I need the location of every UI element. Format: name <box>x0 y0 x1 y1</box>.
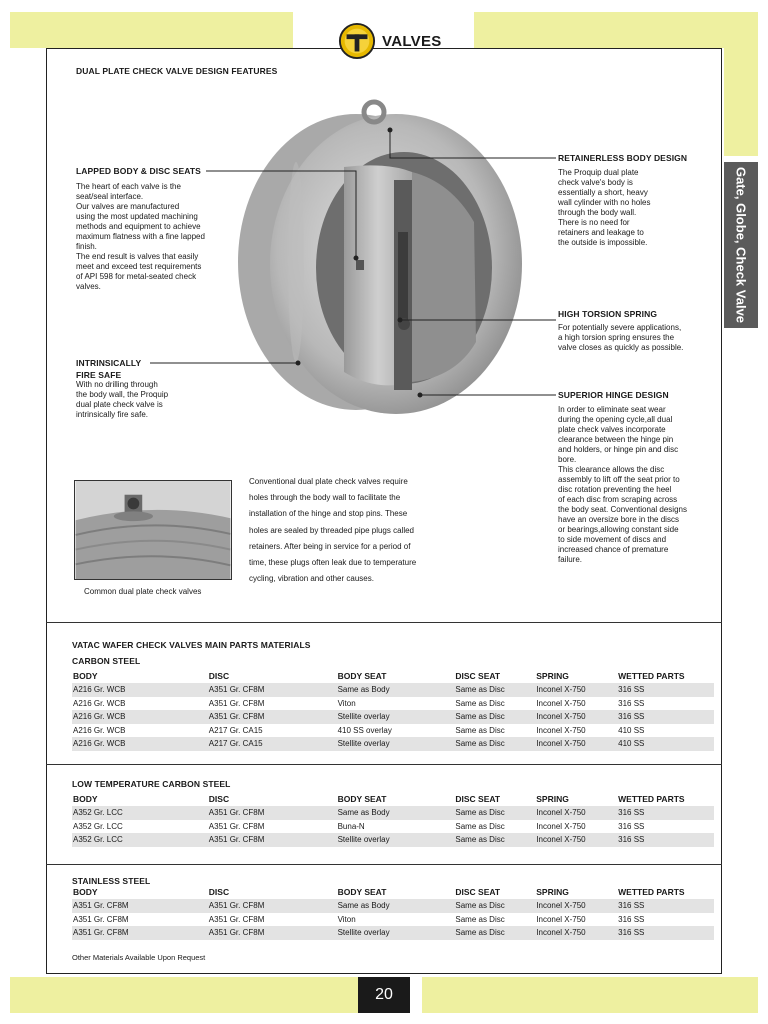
check-valve-illustration <box>236 92 526 418</box>
table-row: A352 Gr. LCC A351 Gr. CF8M Stellite overlay Same as Disc Inconel X-750 316 SS <box>72 833 714 847</box>
carbon-steel-table <box>72 669 714 751</box>
retainer-plug-photo <box>74 480 232 580</box>
materials-footnote: Other Materials Available Upon Request <box>72 953 206 962</box>
torsion-spring-text: For potentially severe applications, a high torsion spring ensures the valve closes as quickly as possible. <box>558 323 684 352</box>
section-divider <box>46 764 722 765</box>
conventional-text: Conventional dual plate check valves require holes through the body wall to facilitate the installation of the hinge and stop pins. These holes are sealed by threaded pipe plugs called retainers. After being in service for a period of time, these plugs often leak due to temperature cycling, vibration and other causes. <box>249 477 417 584</box>
side-category-label: Gate, Globe, Check Valve <box>733 166 749 324</box>
table-row: A352 Gr. LCC A351 Gr. CF8M Buna-N Same as Disc Inconel X-750 316 SS <box>73 821 645 831</box>
brand-logo-icon <box>338 22 376 60</box>
inset-caption: Common dual plate check valves <box>84 587 202 596</box>
brand-header <box>338 18 442 64</box>
fire-safe-heading-2: FIRE SAFE <box>76 370 122 380</box>
low-temp-steel-title: LOW TEMPERATURE CARBON STEEL <box>72 779 231 789</box>
features-title: DUAL PLATE CHECK VALVE DESIGN FEATURES <box>76 66 278 76</box>
table-header: BODY DISC BODY SEAT DISC SEAT SPRING WETTED PARTS <box>73 794 685 804</box>
table-row: A351 Gr. CF8M A351 Gr. CF8M Viton Same as Disc Inconel X-750 316 SS <box>73 914 645 924</box>
torsion-spring-heading: HIGH TORSION SPRING <box>558 309 658 319</box>
side-band <box>724 48 758 156</box>
table-row: A351 Gr. CF8M A351 Gr. CF8M Same as Body Same as Disc Inconel X-750 316 SS <box>72 899 714 913</box>
low-temp-steel-table <box>72 792 714 847</box>
section-divider <box>46 622 722 623</box>
table-header: BODY DISC BODY SEAT DISC SEAT SPRING WETTED PARTS <box>73 887 685 897</box>
retainerless-text: The Proquip dual plate check valve's body is essentially a short, heavy wall cylinder with no holes through the body wall. There is no need for retainers and leakage to the outside is impossible. <box>558 168 651 247</box>
table-row: A216 Gr. WCB A217 Gr. CA15 410 SS overlay Same as Disc Inconel X-750 410 SS <box>73 725 645 735</box>
fire-safe-text: With no drilling through the body wall, the Proquip dual plate check valve is intrinsically fire safe. <box>76 380 169 419</box>
footer-band-left <box>10 977 358 1013</box>
carbon-steel-title: CARBON STEEL <box>72 656 141 666</box>
page-number: 20 <box>358 977 410 1013</box>
lapped-seats-text: The heart of each valve is the seat/seal interface. Our valves are manufactured using the most updated machining methods and equipment to achieve maximum flatness with a fine lapped finish. The end result is valves that easily meet and exceed test requirements of API 598 for metal-seated check valves. <box>76 182 205 291</box>
table-row: A216 Gr. WCB A217 Gr. CA15 Stellite overlay Same as Disc Inconel X-750 410 SS <box>72 737 714 751</box>
table-row: A216 Gr. WCB A351 Gr. CF8M Viton Same as Disc Inconel X-750 316 SS <box>73 698 645 708</box>
hinge-design-text: In order to eliminate seat wear during the opening cycle,all dual plate check valves incorporate clearance between the hinge pin and holders, or hinge pin and disc bore. This clearance allows the disc assembly to lift off the seat prior to disc rotation preventing the heel of each disc from scraping across the body seat. Conventional designs have an oversize bore in the discs or bearings,allowing constant side to side movement of discs and increased chance of premature failure. <box>558 405 687 564</box>
table-header: BODY DISC BODY SEAT DISC SEAT SPRING WETTED PARTS <box>73 671 685 681</box>
side-category-tab <box>724 162 758 328</box>
lapped-seats-heading: LAPPED BODY & DISC SEATS <box>76 166 201 176</box>
materials-title: VATAC WAFER CHECK VALVES MAIN PARTS MATERIALS <box>72 640 311 650</box>
stainless-steel-table <box>72 885 714 940</box>
stainless-steel-title: STAINLESS STEEL <box>72 876 151 886</box>
table-row: A216 Gr. WCB A351 Gr. CF8M Same as Body Same as Disc Inconel X-750 316 SS <box>72 683 714 697</box>
table-row: A351 Gr. CF8M A351 Gr. CF8M Stellite overlay Same as Disc Inconel X-750 316 SS <box>72 926 714 940</box>
hinge-design-heading: SUPERIOR HINGE DESIGN <box>558 390 669 400</box>
header-band-right <box>474 12 758 48</box>
retainerless-heading: RETAINERLESS BODY DESIGN <box>558 153 688 163</box>
section-divider <box>46 864 722 865</box>
brand-name: VALVES <box>382 32 442 50</box>
table-row: A352 Gr. LCC A351 Gr. CF8M Same as Body Same as Disc Inconel X-750 316 SS <box>72 806 714 820</box>
table-row: A216 Gr. WCB A351 Gr. CF8M Stellite overlay Same as Disc Inconel X-750 316 SS <box>72 710 714 724</box>
footer-band-right <box>422 977 758 1013</box>
header-band-left <box>10 12 293 48</box>
fire-safe-heading-1: INTRINSICALLY <box>76 358 142 368</box>
